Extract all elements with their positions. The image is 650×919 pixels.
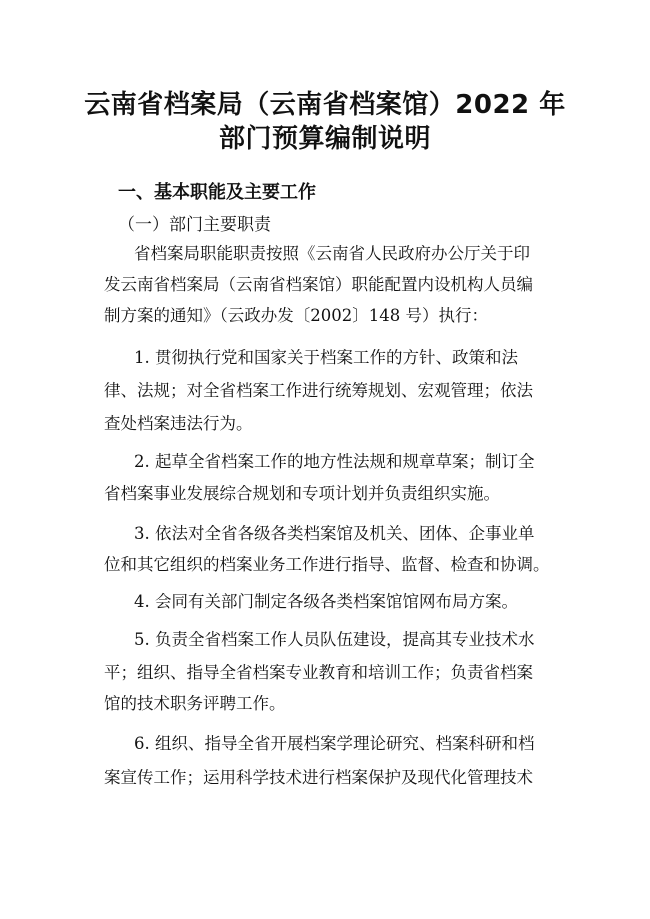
paragraph-line: 馆的技术职务评聘工作。 (104, 694, 286, 713)
paragraph-line: 5. 负责全省档案工作人员队伍建设，提高其专业技术水 (134, 630, 535, 649)
paragraph-line: 制方案的通知》（云政办发〔2002〕148 号）执行： (104, 306, 488, 325)
document-title-line1: 云南省档案局（云南省档案馆）2022 年 (84, 90, 566, 120)
paragraph-line: 6. 组织、指导全省开展档案学理论研究、档案科研和档 (134, 734, 535, 753)
paragraph-line: 律、法规；对全省档案工作进行统筹规划、宏观管理；依法 (104, 381, 533, 400)
paragraph-line: 4. 会同有关部门制定各级各类档案馆馆网布局方案。 (134, 592, 518, 611)
paragraph-line: 2. 起草全省档案工作的地方性法规和规章草案；制订全 (134, 452, 535, 471)
paragraph-line: 1. 贯彻执行党和国家关于档案工作的方针、政策和法 (134, 348, 518, 367)
paragraph-line: 3. 依法对全省各级各类档案馆及机关、团体、企事业单 (134, 524, 535, 543)
document-title-line2: 部门预算编制说明 (218, 124, 431, 154)
paragraph-line: 查处档案违法行为。 (104, 414, 253, 433)
paragraph-line: 省档案事业发展综合规划和专项计划并负责组织实施。 (104, 484, 500, 503)
paragraph-line: 发云南省档案局（云南省档案馆）职能配置内设机构人员编 (104, 275, 533, 294)
paragraph-line: 省档案局职能职责按照《云南省人民政府办公厅关于印 (134, 244, 530, 263)
paragraph-line: 位和其它组织的档案业务工作进行指导、监督、检查和协调。 (104, 555, 550, 574)
subsection-heading: （一）部门主要职责 (118, 215, 271, 235)
paragraph-line: 平；组织、指导全省档案专业教育和培训工作；负责省档案 (104, 663, 533, 682)
section-heading: 一、基本职能及主要工作 (118, 182, 316, 203)
paragraph-line: 案宣传工作；运用科学技术进行档案保护及现代化管理技术 (104, 768, 533, 787)
